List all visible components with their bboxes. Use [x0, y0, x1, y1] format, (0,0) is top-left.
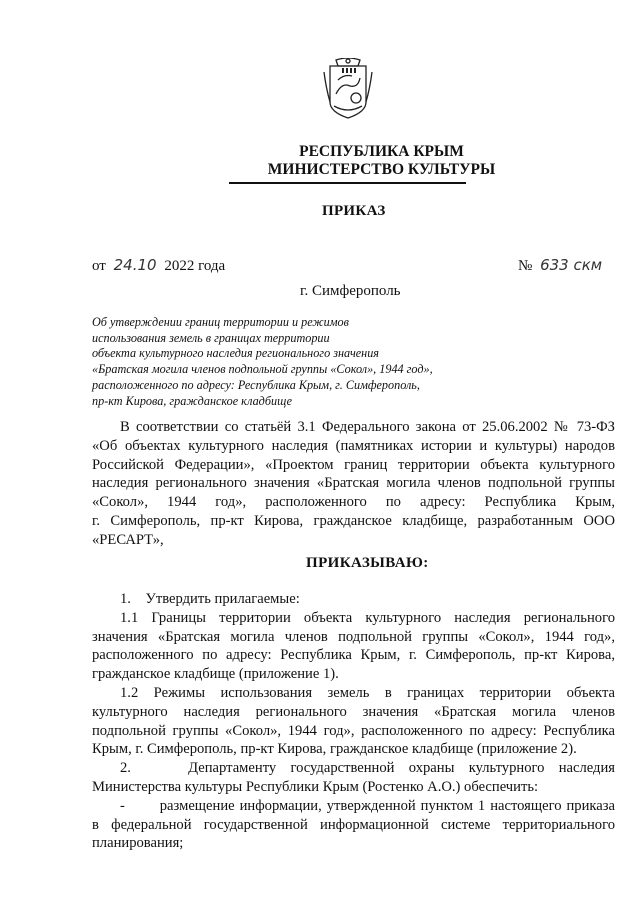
coat-of-arms-icon [320, 58, 376, 120]
item-line: 1. Утвердить прилагаемые: [120, 591, 300, 607]
preamble-line: В соответствии со статьёй 3.1 Федерального закона от 25.06.2002 № 73-ФЗ [120, 419, 615, 435]
preamble-line: «РЕСАРТ», [92, 531, 164, 548]
header-ministry: МИНИСТЕРСТВО КУЛЬТУРЫ [267, 161, 496, 178]
preamble-line: г. Симферополь, пр-кт Кирова, гражданское кладбище, разработанным ООО [92, 512, 615, 529]
item-line: планирования; [92, 835, 184, 852]
order-date [92, 256, 225, 275]
item-line: подпольной группы «Сокол», 1944 год», расположенного по адресу: Республика [92, 722, 615, 739]
header-republic: РЕСПУБЛИКА КРЫМ [299, 143, 464, 160]
order-number [518, 256, 606, 275]
item-line: - размещение информации, утвержденной пунктом 1 настоящего приказа [120, 797, 615, 814]
item-line: значения «Братская могила членов подпольной группы «Сокол», 1944 год», [92, 628, 615, 645]
decree-heading: ПРИКАЗЫВАЮ: [306, 555, 429, 571]
subject-line: расположенного по адресу: Республика Крым, г. Симферополь, [92, 377, 420, 392]
preamble-paragraph [92, 418, 615, 550]
order-city: г. Симферополь [300, 283, 401, 299]
item-line: гражданское кладбище (приложение 1). [92, 666, 339, 683]
preamble-line: Российской Федерации», «Проектом границ территории объекта культурного [92, 456, 615, 473]
subject-line: пр-кт Кирова, гражданское кладбище [92, 393, 292, 408]
item-line: расположенного по адресу: Республика Крым, г. Симферополь, пр-кт Кирова, [92, 647, 615, 664]
item-line: 1.2 Режимы использования земель в границах территории объекта [120, 684, 615, 701]
order-subject [92, 315, 433, 409]
preamble-line: «Об объектах культурного наследия (памятниках истории и культуры) народов [92, 437, 615, 454]
preamble-line: «Сокол», 1944 год», расположенного по адресу: Республика Крым, [92, 494, 615, 511]
number-handwritten: 633 скм [540, 256, 603, 274]
subject-line: использования земель в границах территории [92, 330, 330, 345]
subject-line: Об утверждении границ территории и режимов [92, 315, 349, 329]
item-line: Министерства культуры Республики Крым (Ростенко А.О.) обеспечить: [92, 778, 539, 795]
header-divider [229, 182, 466, 184]
date-handwritten: 24.10 [113, 256, 157, 274]
date-prefix: от [92, 258, 106, 274]
order-items [92, 590, 615, 853]
item-line: Крым, г. Симферополь, пр-кт Кирова, гражданское кладбище (приложение 2). [92, 741, 577, 758]
order-title: ПРИКАЗ [322, 203, 386, 219]
subject-line: «Братская могила членов подпольной группы «Сокол», 1944 год», [92, 362, 433, 377]
preamble-line: наследия регионального значения «Братская могила членов подпольной группы [92, 475, 615, 492]
number-prefix: № [518, 258, 533, 274]
item-line: 2. Департаменту государственной охраны культурного наследия [120, 760, 615, 777]
item-line: культурного наследия регионального значения «Братская могила членов [92, 703, 615, 720]
item-line: в федеральной государственной информационной системе территориального [92, 816, 615, 833]
date-suffix: 2022 года [164, 258, 226, 274]
item-line: 1.1 Границы территории объекта культурного наследия регионального [120, 609, 615, 626]
subject-line: объекта культурного наследия регионального значения [92, 346, 379, 361]
